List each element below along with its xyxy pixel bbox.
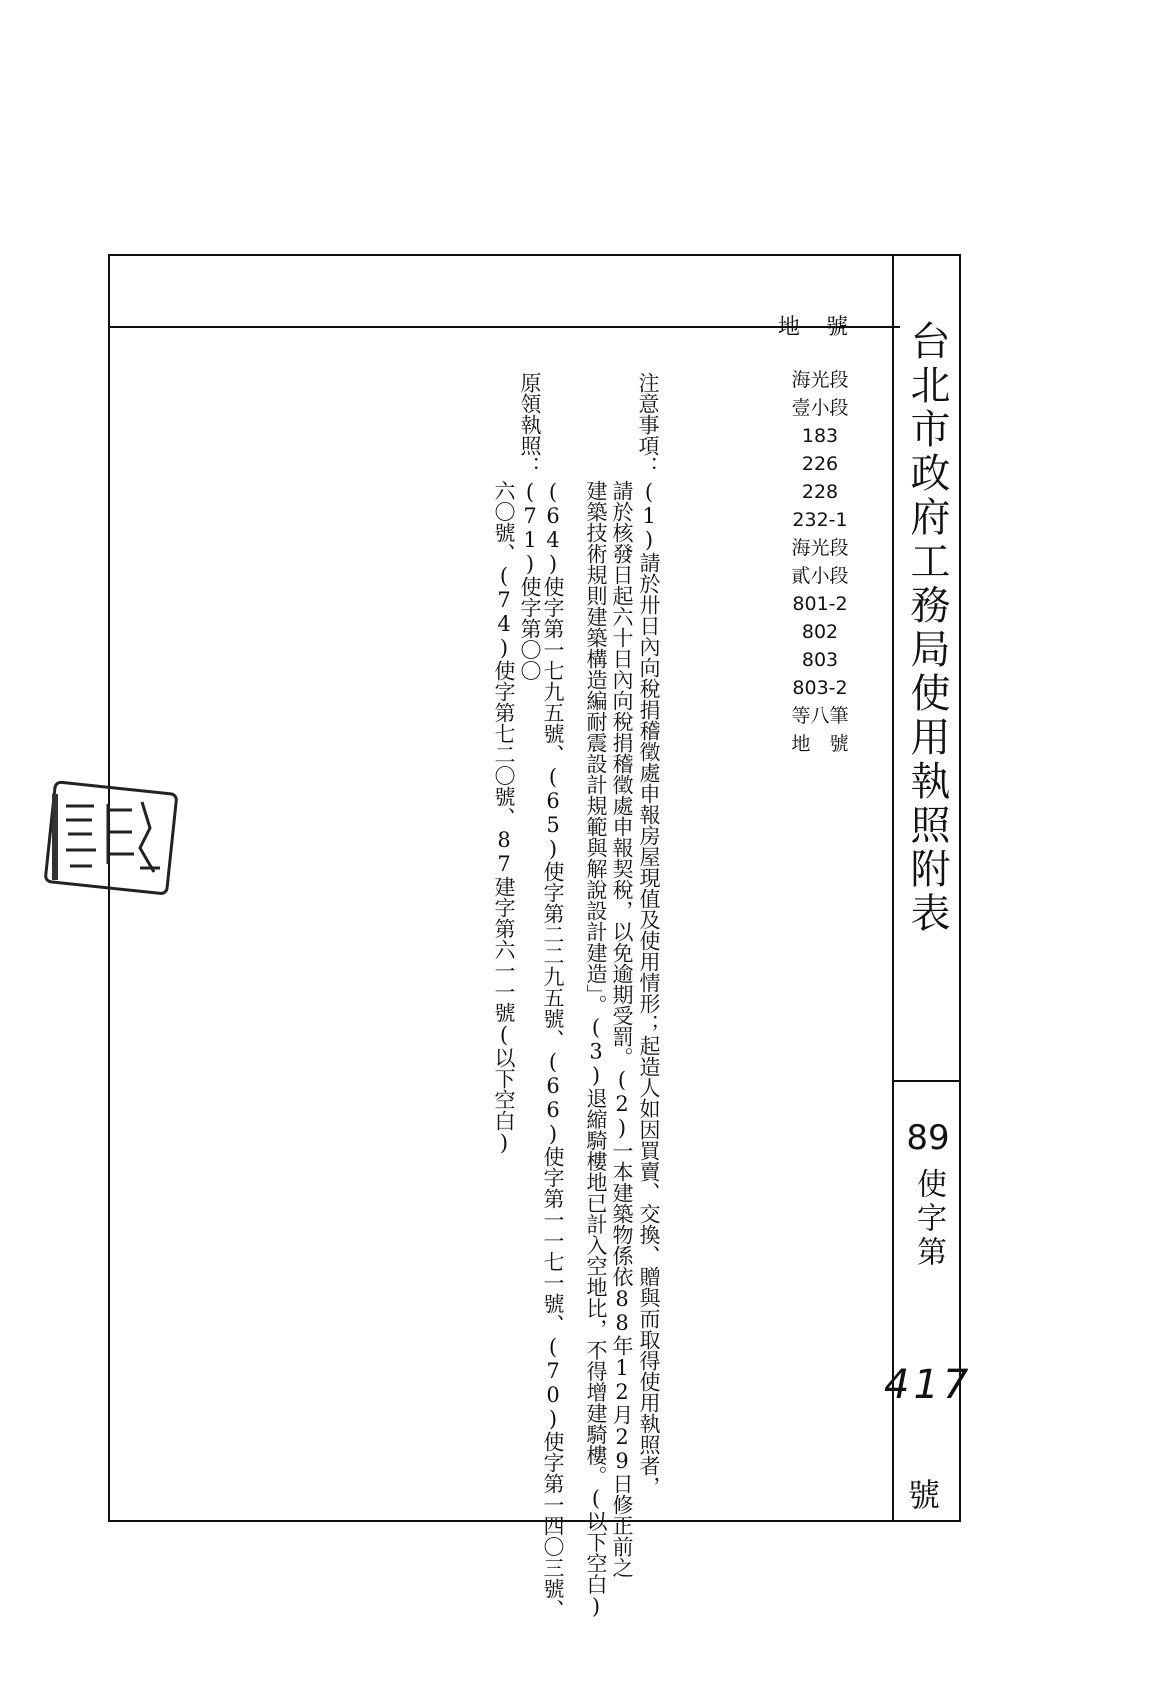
lot-item: 228 xyxy=(801,481,839,503)
lot-number-header: 地號 xyxy=(778,315,875,340)
lot-item: 貳小段 xyxy=(791,565,849,587)
notes-line-3: 建築技術規則建築構造編耐震設計規範與解說設計建造」。(3)退縮騎樓地已計入空地比，不得增建騎樓。(以下空白) xyxy=(584,480,608,1619)
lot-item: 地 號 xyxy=(791,733,849,755)
notes-label: 注意事項： xyxy=(636,372,660,477)
document-title: 台北市政府工務局使用執照附表 xyxy=(904,320,950,936)
lot-item: 海光段 xyxy=(791,537,849,559)
lot-item: 183 xyxy=(801,425,839,447)
lot-item: 海光段 xyxy=(791,369,849,391)
title-number-divider xyxy=(892,1080,961,1082)
lot-item: 壹小段 xyxy=(791,397,849,419)
lot-number-list xyxy=(765,366,875,758)
title-column-divider xyxy=(892,254,894,1522)
notes-line-1: (1)請於卅日內向稅捐稽徵處申報房屋現值及使用情形；起造人如因買賣、交換、贈與而取得使用執照者， xyxy=(637,480,661,1497)
original-license-line-2: 六〇號、(74)使字第七二〇號、87建字第六一一號(以下空白) xyxy=(492,480,516,1155)
original-license-label: 原領執照： xyxy=(518,372,542,477)
lot-item: 226 xyxy=(801,453,839,475)
lot-item: 等八筆 xyxy=(791,705,849,727)
license-number: 417 xyxy=(884,1362,973,1408)
license-prefix: 使字第 xyxy=(911,1168,946,1270)
seal-stamp-icon xyxy=(44,780,180,902)
lot-item: 803-2 xyxy=(792,677,848,699)
license-year: 89 xyxy=(906,1118,950,1158)
lot-item: 803 xyxy=(801,649,839,671)
lot-item: 232-1 xyxy=(792,509,848,531)
lot-item: 802 xyxy=(801,621,839,643)
notes-line-2: 請於核發日起六十日內向稅捐稽徵處申報契稅，以免逾期受罰。(2)一本建築物係依88年12月29日修正前之 xyxy=(610,480,634,1578)
lot-item: 801-2 xyxy=(792,593,848,615)
original-license-line-1: (64)使字第一七九五號、(65)使字第二二九五號、(66)使字第一一七一號、(70)使字第一四〇三號、(71)使字第〇〇 xyxy=(518,480,565,1620)
license-suffix: 號 xyxy=(908,1476,941,1514)
